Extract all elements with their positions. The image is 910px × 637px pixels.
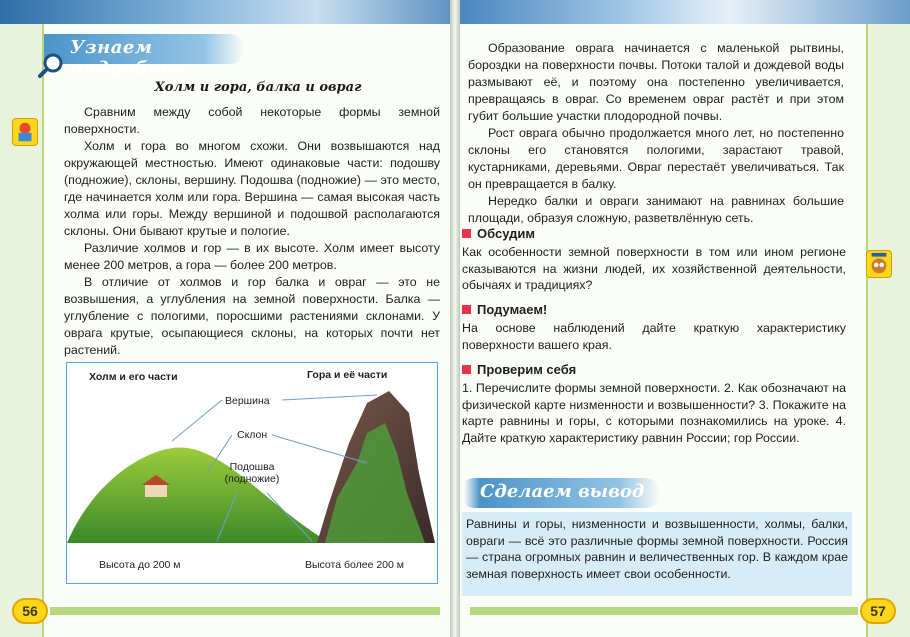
page-footer-bar-right (470, 607, 858, 615)
check-text: 1. Перечислите формы земной поверхности. 2. Как обозначают на физической карте низменности и возвышенности? 3. Покажите на карте равнины и горы, с которыми познакомились на уроке. 4. Дайте краткую характеристику равнин России; гор России. (462, 381, 846, 445)
conclusion-text: Равнины и горы, низменности и возвышенности, холмы, балки, овраги — всё это различные формы земной поверхности. Россия — страна огромных равнин и величественных гор. В каждом крае земная поверхность имеет свои особенности. (466, 517, 848, 581)
paragraph: Сравним между собой некоторые формы земной поверхности. (64, 105, 440, 136)
book-spine (450, 0, 460, 637)
think-text: На основе наблюдений дайте краткую характеристику поверхности вашего края. (462, 321, 846, 352)
right-body-text (468, 40, 844, 227)
discuss-heading: Обсудим (462, 226, 535, 241)
paragraph: Образование оврага начинается с маленькой рытвины, бороздки на поверхности почвы. Потоки талой и дождевой воды размывают её, и поэтому она постепенно увеличивается, превращаясь в овраг. Со временем овраг растёт и при этом губит большие участки плодородной почвы. (468, 41, 844, 123)
paragraph: Различие холмов и гор — в их высоте. Холм имеет высоту менее 200 метров, а гора — более 200 метров. (64, 241, 440, 272)
think-heading: Подумаем! (462, 302, 547, 317)
learn-more-label: Узнаем подробнее (70, 37, 186, 79)
right-margin (866, 24, 910, 637)
conclusion-label: Сделаем вывод (480, 481, 645, 502)
learn-more-heading (44, 34, 244, 79)
check-heading: Проверим себя (462, 362, 576, 377)
magnifier-icon (38, 52, 64, 78)
left-body-text (64, 104, 440, 359)
mountain-caption: Гора и её части (307, 369, 388, 381)
hill-height-label: Высота до 200 м (99, 559, 181, 571)
base-label: Подошва (подножие) (224, 461, 280, 485)
paragraph: Рост оврага обычно продолжается много лет, но постепенно склоны его становятся пологими, зарастают травой, кустарниками, деревьями. Овраг перестаёт увеличиваться. Так он превращается в балку. (468, 126, 844, 191)
paragraph: Холм и гора во многом схожи. Они возвышаются над окружающей местностью. Имеют одинаковые части: подошву (подножие), склоны, вершину. Подошва (подножие) — это место, где начинается холм или гора. Вершина — самая высокая часть холма или горы. Между вершиной и подошвой располагаются склоны. Они бывают крутые и пологие. (64, 139, 440, 238)
house (145, 485, 167, 497)
paragraph: Нередко балки и овраги занимают на равнинах большие площади, образуя сложную, разветвлённую сеть. (468, 194, 844, 225)
top-sky-band-left (0, 0, 452, 26)
page-footer-bar-left (50, 607, 440, 615)
top-label: Вершина (225, 395, 270, 407)
hill-caption: Холм и его части (89, 371, 178, 383)
conclusion-heading (460, 478, 660, 508)
page-number-right: 57 (860, 598, 896, 624)
top-sky-band-right (458, 0, 910, 26)
owl-graduate-icon (866, 250, 892, 278)
conclusion-box (462, 512, 852, 596)
hill-mountain-figure (66, 362, 438, 584)
section-title: Холм и гора, балка и овраг (154, 80, 362, 95)
discuss-text: Как особенности земной поверхности в том или ином регионе сказываются на жизни людей, их хозяйственной деятельности, обычаях и традициях? (462, 245, 846, 292)
left-margin (0, 24, 44, 637)
puzzle-icon (12, 118, 38, 146)
mountain-height-label: Высота более 200 м (305, 559, 404, 571)
paragraph: В отличие от холмов и гор балка и овраг — это не возвышения, а углубления на земной поверхности. Балка — углубление с пологими, поросшими растениями склонами. У оврага крутые, осыпающиеся склоны, на которых почти нет растений. (64, 275, 440, 357)
slope-label: Склон (237, 429, 268, 441)
page-number-left: 56 (12, 598, 48, 624)
